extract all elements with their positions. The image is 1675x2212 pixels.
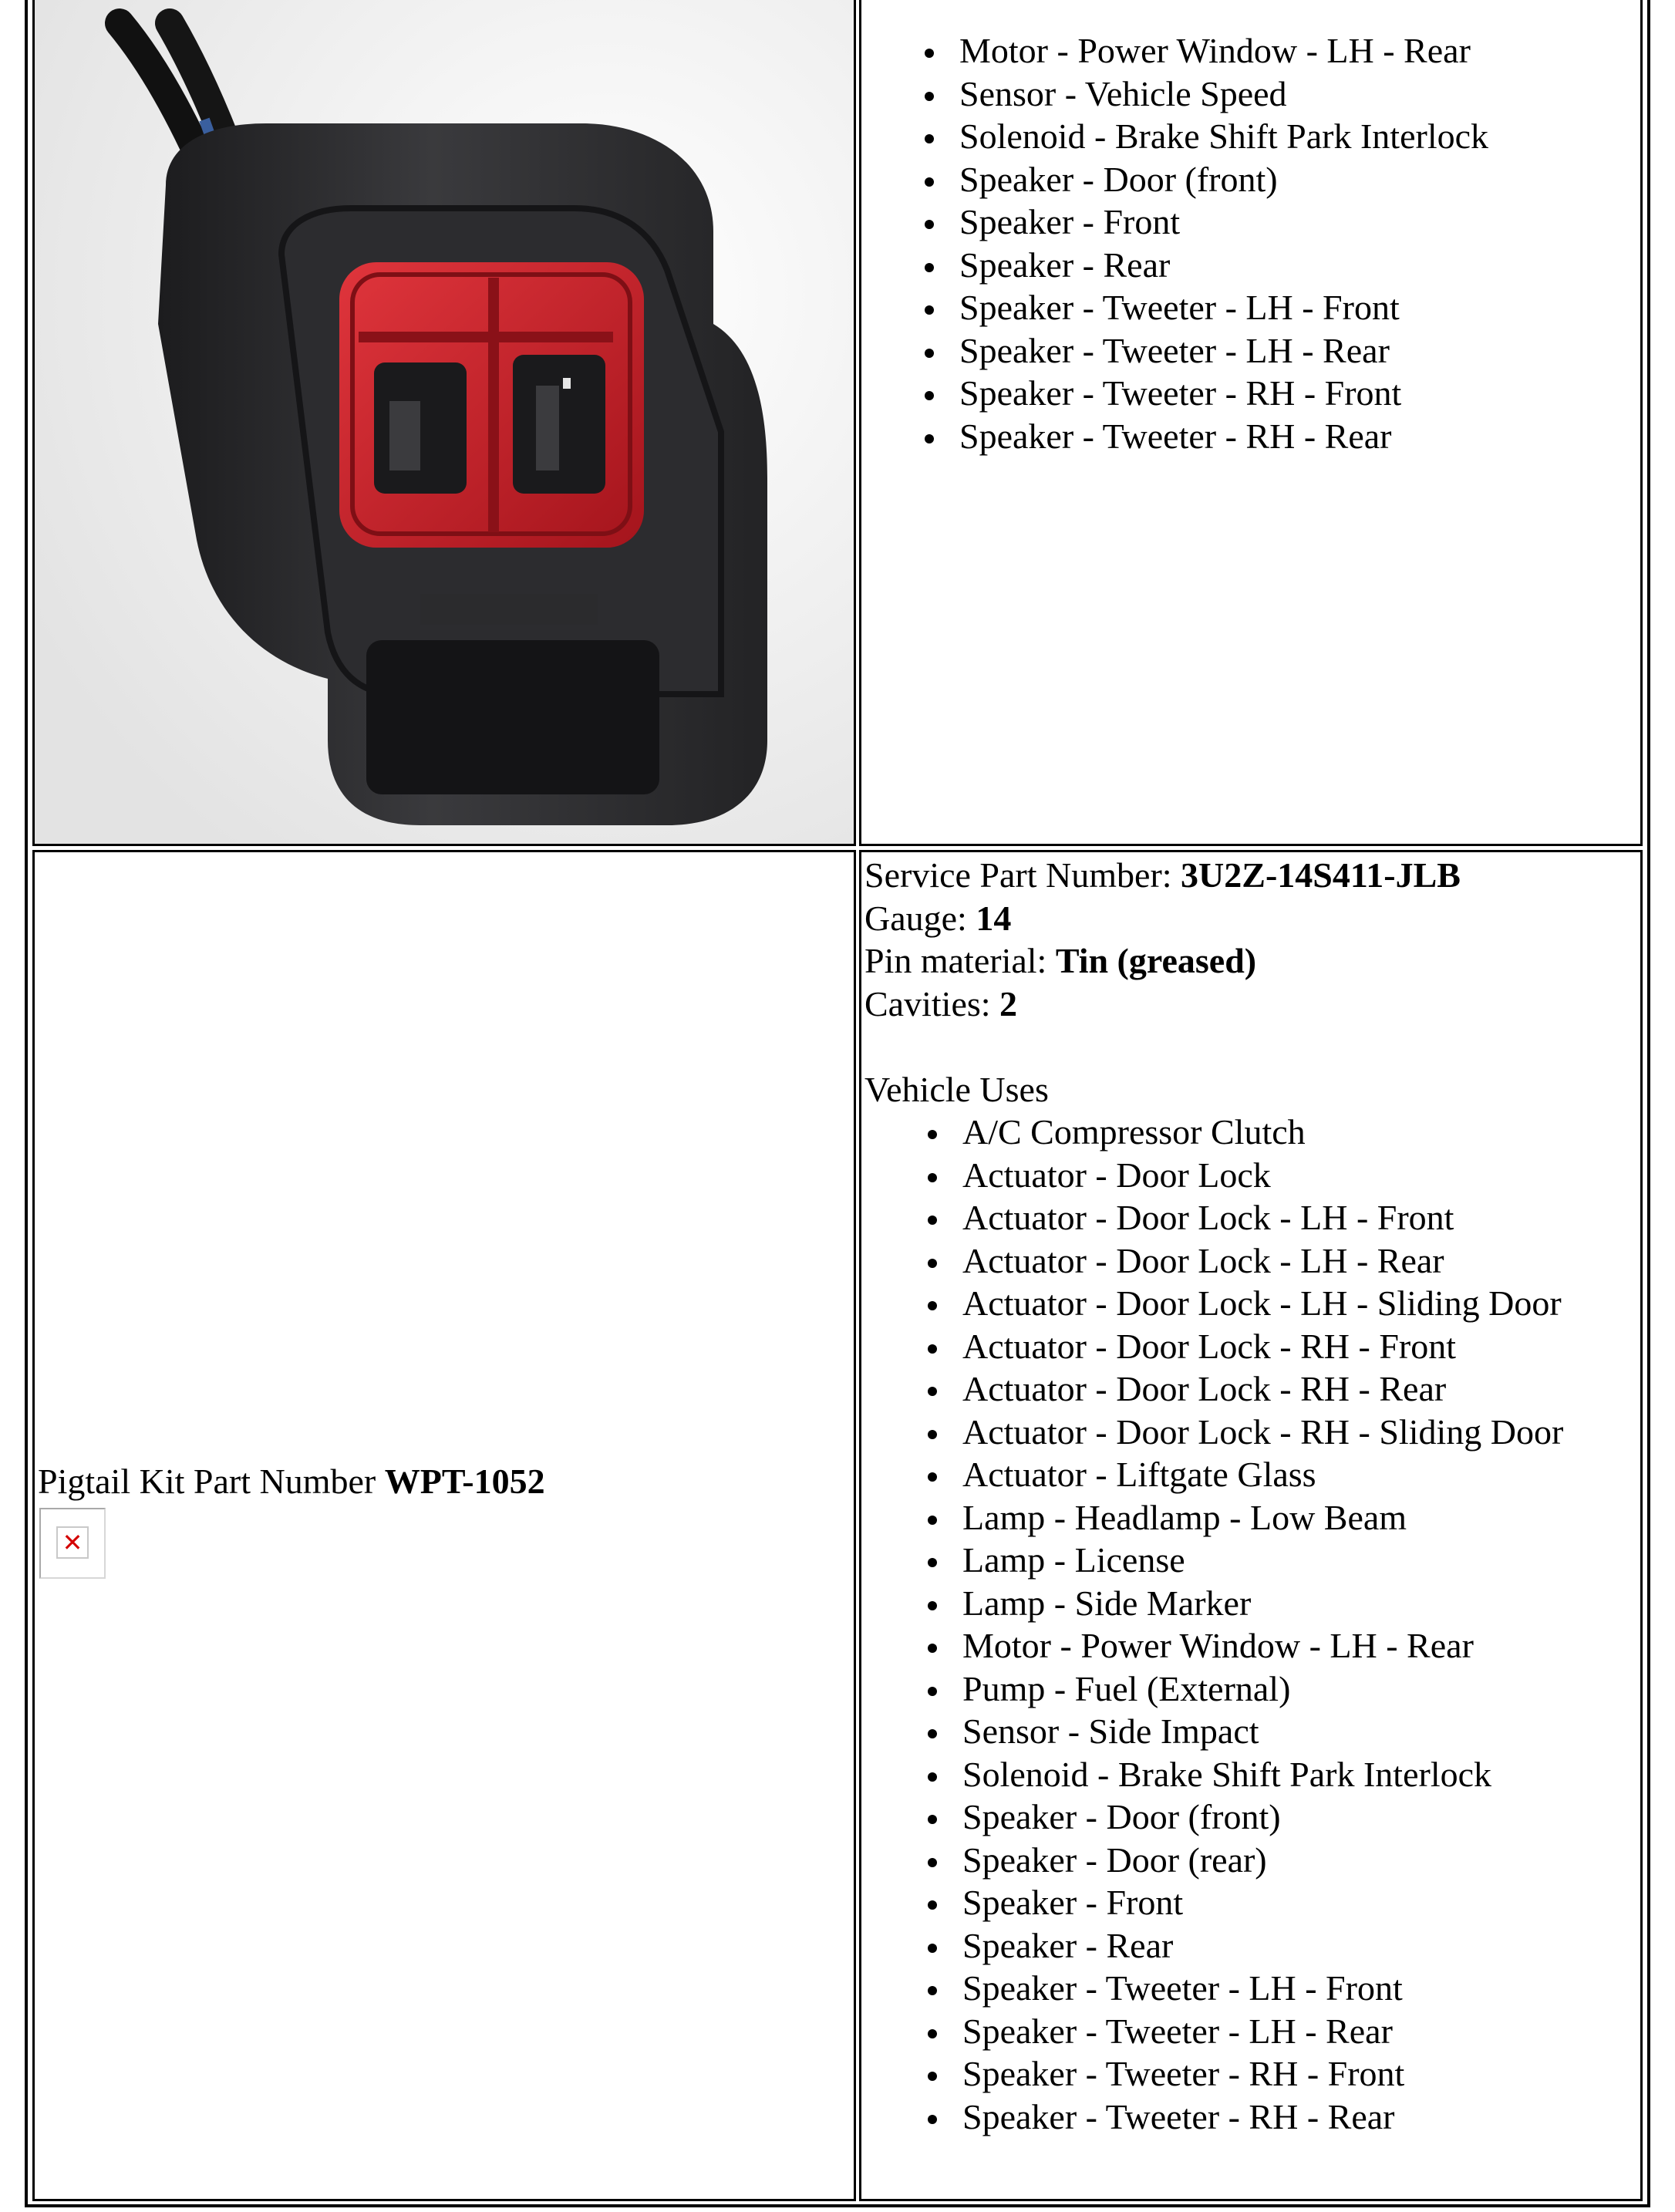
list-item: Speaker - Rear [864,1924,1563,1968]
pin-material-label: Pin material: [864,941,1056,980]
list-item: Speaker - Front [861,201,1488,244]
broken-image-icon[interactable] [39,1508,106,1579]
cavities-row [864,983,1563,1026]
list-item: Speaker - Door (front) [864,1796,1563,1839]
gauge-row [864,897,1563,940]
list-item: Lamp - Side Marker [864,1582,1563,1625]
list-item: Motor - Power Window - LH - Rear [861,29,1488,72]
red-x-icon: ✕ [56,1526,89,1559]
pin-material-row [864,939,1563,983]
list-item: Speaker - Tweeter - LH - Rear [861,329,1488,373]
list-item: Speaker - Door (front) [861,158,1488,201]
list-item: Speaker - Tweeter - LH - Front [861,286,1488,329]
part-details [864,854,1563,2138]
list-item: Solenoid - Brake Shift Park Interlock [861,115,1488,158]
list-item: Actuator - Door Lock - LH - Sliding Door [864,1282,1563,1325]
list-item: Lamp - Headlamp - Low Beam [864,1496,1563,1539]
list-item: Actuator - Liftgate Glass [864,1453,1563,1496]
list-item: Speaker - Door (rear) [864,1839,1563,1882]
table-border-right [1647,0,1650,2207]
table-border-left [25,0,28,2207]
list-item: Speaker - Tweeter - RH - Front [861,372,1488,415]
list-item: Motor - Power Window - LH - Rear [864,1624,1563,1667]
list-item: Actuator - Door Lock - RH - Rear [864,1367,1563,1411]
list-item: Actuator - Door Lock - RH - Sliding Door [864,1411,1563,1454]
list-item: Pump - Fuel (External) [864,1667,1563,1711]
list-item: Speaker - Tweeter - RH - Rear [864,2096,1563,2139]
list-item: Solenoid - Brake Shift Park Interlock [864,1753,1563,1796]
list-item: Speaker - Tweeter - LH - Rear [864,2010,1563,2053]
table-border-bottom [25,2204,1650,2207]
pigtail-kit-line [38,1460,545,1503]
connector-photo-cell [32,0,856,846]
top-vehicle-uses-list [861,29,1488,457]
pin-material-value: Tin (greased) [1055,941,1257,980]
top-uses-cell [859,0,1643,846]
service-part-number: 3U2Z-14S411-JLB [1181,855,1461,895]
pigtail-label: Pigtail Kit Part Number [38,1462,385,1501]
list-item: Speaker - Tweeter - RH - Front [864,2052,1563,2096]
list-item: Speaker - Rear [861,244,1488,287]
pigtail-cell [32,850,856,2201]
vehicle-uses-list [864,1111,1563,2138]
cavities-value: 2 [999,983,1018,1023]
list-item: Speaker - Front [864,1881,1563,1924]
list-item: Actuator - Door Lock - LH - Rear [864,1239,1563,1283]
gauge-value: 14 [976,898,1012,938]
gauge-label: Gauge: [864,898,976,938]
list-item: Actuator - Door Lock [864,1154,1563,1197]
list-item: Speaker - Tweeter - RH - Rear [861,415,1488,458]
pigtail-part-number: WPT-1052 [384,1462,545,1501]
list-item: Actuator - Door Lock - LH - Front [864,1196,1563,1239]
list-item: Actuator - Door Lock - RH - Front [864,1325,1563,1368]
connector-photo [35,0,854,846]
vehicle-uses-heading: Vehicle Uses [864,1069,1049,1109]
service-part-row [864,854,1563,897]
list-item: A/C Compressor Clutch [864,1111,1563,1154]
part-details-cell [859,850,1643,2201]
list-item: Sensor - Side Impact [864,1710,1563,1753]
list-item: Speaker - Tweeter - LH - Front [864,1967,1563,2010]
list-item: Sensor - Vehicle Speed [861,72,1488,116]
service-part-label: Service Part Number: [864,855,1181,895]
cavities-label: Cavities: [864,983,1000,1023]
list-item: Lamp - License [864,1539,1563,1582]
